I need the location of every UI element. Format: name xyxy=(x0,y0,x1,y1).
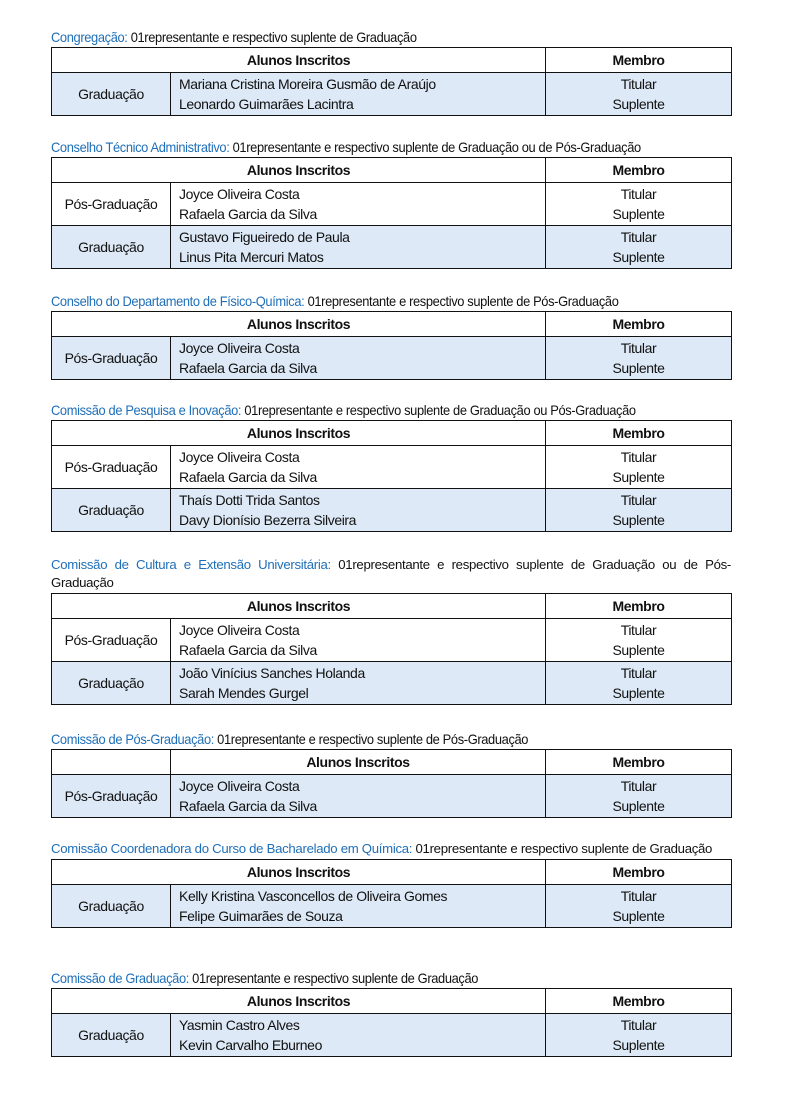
member-role: Titular xyxy=(620,888,657,904)
table-row xyxy=(52,183,732,226)
names-cell xyxy=(171,446,546,489)
member-role: Titular xyxy=(620,449,657,465)
level-cell: Graduação xyxy=(52,226,171,269)
table-row xyxy=(52,489,732,532)
student-name: Leonardo Guimarães Lacintra xyxy=(179,96,354,112)
section-heading xyxy=(51,556,731,592)
member-role: Suplente xyxy=(612,512,665,528)
student-name: Felipe Guimarães de Souza xyxy=(179,908,343,924)
member-role: Titular xyxy=(620,665,657,681)
student-name: Joyce Oliveira Costa xyxy=(179,340,300,356)
section-heading xyxy=(51,969,677,987)
member-role: Suplente xyxy=(612,249,665,265)
table-row xyxy=(52,662,732,705)
table-header-row xyxy=(52,594,732,619)
table-header-row xyxy=(52,860,732,885)
roles-cell xyxy=(546,775,732,818)
names-cell xyxy=(171,489,546,532)
member-role: Suplente xyxy=(612,469,665,485)
header-member: Membro xyxy=(546,989,732,1014)
names-cell xyxy=(171,1014,546,1057)
member-role: Titular xyxy=(620,492,657,508)
names-cell xyxy=(171,183,546,226)
committee-description: 01representante e respectivo suplente de Pós-Graduação xyxy=(213,731,529,747)
committee-name: Comissão Coordenadora do Curso de Bacharelado em Química: xyxy=(51,841,413,856)
student-name: Rafaela Garcia da Silva xyxy=(179,469,317,485)
roles-cell xyxy=(546,446,732,489)
committee-name: Congregação: xyxy=(51,29,128,45)
committee-section xyxy=(51,969,731,1057)
table-header-row xyxy=(52,989,732,1014)
student-name: Rafaela Garcia da Silva xyxy=(179,642,317,658)
committee-section xyxy=(51,730,731,818)
roles-cell xyxy=(546,337,732,380)
names-cell xyxy=(171,885,546,928)
header-member: Membro xyxy=(546,860,732,885)
table-row xyxy=(52,337,732,380)
names-cell xyxy=(171,775,546,818)
header-students: Alunos Inscritos xyxy=(171,750,546,775)
level-cell: Graduação xyxy=(52,662,171,705)
student-name: Gustavo Figueiredo de Paula xyxy=(179,229,350,245)
header-member: Membro xyxy=(546,750,732,775)
student-name: Rafaela Garcia da Silva xyxy=(179,798,317,814)
committee-name: Comissão de Pesquisa e Inovação: xyxy=(51,402,242,418)
names-cell xyxy=(171,619,546,662)
level-cell: Pós-Graduação xyxy=(52,446,171,489)
candidates-table xyxy=(51,988,732,1057)
table-header-row xyxy=(52,312,732,337)
student-name: Joyce Oliveira Costa xyxy=(179,622,300,638)
header-students: Alunos Inscritos xyxy=(52,421,546,446)
table-header-row xyxy=(52,158,732,183)
student-name: Yasmin Castro Alves xyxy=(179,1017,300,1033)
roles-cell xyxy=(546,73,732,116)
section-heading xyxy=(51,292,677,310)
names-cell xyxy=(171,662,546,705)
level-cell: Graduação xyxy=(52,73,171,116)
committee-description: 01representante e respectivo suplente de Graduação ou Pós-Graduação xyxy=(241,402,636,418)
member-role: Titular xyxy=(620,778,657,794)
member-role: Suplente xyxy=(612,206,665,222)
header-students: Alunos Inscritos xyxy=(52,158,546,183)
level-cell: Graduação xyxy=(52,489,171,532)
student-name: Kevin Carvalho Eburneo xyxy=(179,1037,322,1053)
roles-cell xyxy=(546,619,732,662)
student-name: Thaís Dotti Trida Santos xyxy=(179,492,320,508)
level-cell: Pós-Graduação xyxy=(52,183,171,226)
roles-cell xyxy=(546,1014,732,1057)
section-heading xyxy=(51,840,731,858)
header-member: Membro xyxy=(546,158,732,183)
student-name: Davy Dionísio Bezerra Silveira xyxy=(179,512,357,528)
names-cell xyxy=(171,73,546,116)
committee-description: 01representante e respectivo suplente de Graduação xyxy=(188,970,479,986)
header-students: Alunos Inscritos xyxy=(52,860,546,885)
member-role: Suplente xyxy=(612,685,665,701)
committee-name: Comissão de Pós-Graduação: xyxy=(51,731,214,747)
student-name: Joyce Oliveira Costa xyxy=(179,186,300,202)
student-name: Kelly Kristina Vasconcellos de Oliveira Gomes xyxy=(179,888,448,904)
committee-name: Conselho Técnico Administrativo: xyxy=(51,139,230,155)
committee-name: Conselho do Departamento de Físico-Química: xyxy=(51,293,305,309)
candidates-table xyxy=(51,420,732,532)
roles-cell xyxy=(546,183,732,226)
level-cell: Pós-Graduação xyxy=(52,775,171,818)
level-cell: Graduação xyxy=(52,885,171,928)
candidates-table xyxy=(51,47,732,116)
level-cell: Pós-Graduação xyxy=(52,619,171,662)
member-role: Titular xyxy=(620,1017,657,1033)
table-row xyxy=(52,775,732,818)
student-name: Rafaela Garcia da Silva xyxy=(179,360,317,376)
committee-section xyxy=(51,28,731,116)
table-row xyxy=(52,226,732,269)
table-header-row xyxy=(52,750,732,775)
member-role: Suplente xyxy=(612,908,665,924)
table-row xyxy=(52,446,732,489)
committee-section xyxy=(51,292,731,380)
roles-cell xyxy=(546,489,732,532)
committee-description: 01representante e respectivo suplente de Graduação xyxy=(127,29,417,45)
header-member: Membro xyxy=(546,594,732,619)
member-role: Suplente xyxy=(612,642,665,658)
names-cell xyxy=(171,226,546,269)
committee-description: 01representante e respectivo suplente de Graduação xyxy=(412,841,713,856)
member-role: Suplente xyxy=(612,1037,665,1053)
committee-name: Comissão de Graduação: xyxy=(51,970,189,986)
member-role: Titular xyxy=(620,622,657,638)
candidates-table xyxy=(51,859,732,928)
student-name: Rafaela Garcia da Silva xyxy=(179,206,317,222)
committee-section xyxy=(51,138,731,269)
committee-section xyxy=(51,556,731,705)
table-row xyxy=(52,73,732,116)
committee-name: Comissão de Cultura e Extensão Universitária: xyxy=(51,557,331,572)
section-heading xyxy=(51,138,677,156)
member-role: Suplente xyxy=(612,96,665,112)
level-cell: Pós-Graduação xyxy=(52,337,171,380)
candidates-table xyxy=(51,593,732,705)
member-role: Titular xyxy=(620,229,657,245)
student-name: Joyce Oliveira Costa xyxy=(179,778,300,794)
roles-cell xyxy=(546,885,732,928)
section-heading xyxy=(51,401,677,419)
member-role: Titular xyxy=(620,76,657,92)
roles-cell xyxy=(546,662,732,705)
committee-description: 01representante e respectivo suplente de Pós-Graduação xyxy=(304,293,619,309)
member-role: Titular xyxy=(620,340,657,356)
committee-description: 01representante e respectivo suplente de Graduação ou de Pós-Graduação xyxy=(51,557,731,590)
committee-section xyxy=(51,840,731,928)
header-students: Alunos Inscritos xyxy=(52,312,546,337)
student-name: Mariana Cristina Moreira Gusmão de Araújo xyxy=(179,76,436,92)
table-header-row xyxy=(52,421,732,446)
candidates-table xyxy=(51,311,732,380)
student-name: João Vinícius Sanches Holanda xyxy=(179,665,365,681)
header-member: Membro xyxy=(546,421,732,446)
header-students: Alunos Inscritos xyxy=(52,989,546,1014)
section-heading xyxy=(51,730,677,748)
member-role: Titular xyxy=(620,186,657,202)
level-cell: Graduação xyxy=(52,1014,171,1057)
header-member: Membro xyxy=(546,48,732,73)
student-name: Linus Pita Mercuri Matos xyxy=(179,249,324,265)
table-row xyxy=(52,885,732,928)
header-empty-cell xyxy=(52,750,171,775)
candidates-table xyxy=(51,749,732,818)
header-students: Alunos Inscritos xyxy=(52,594,546,619)
committee-section xyxy=(51,401,731,532)
table-row xyxy=(52,1014,732,1057)
header-member: Membro xyxy=(546,312,732,337)
table-header-row xyxy=(52,48,732,73)
student-name: Joyce Oliveira Costa xyxy=(179,449,300,465)
table-row xyxy=(52,619,732,662)
section-heading xyxy=(51,28,677,46)
candidates-table xyxy=(51,157,732,269)
header-students: Alunos Inscritos xyxy=(52,48,546,73)
member-role: Suplente xyxy=(612,798,665,814)
student-name: Sarah Mendes Gurgel xyxy=(179,685,309,701)
member-role: Suplente xyxy=(612,360,665,376)
committee-description: 01representante e respectivo suplente de Graduação ou de Pós-Graduação xyxy=(229,139,641,155)
names-cell xyxy=(171,337,546,380)
roles-cell xyxy=(546,226,732,269)
